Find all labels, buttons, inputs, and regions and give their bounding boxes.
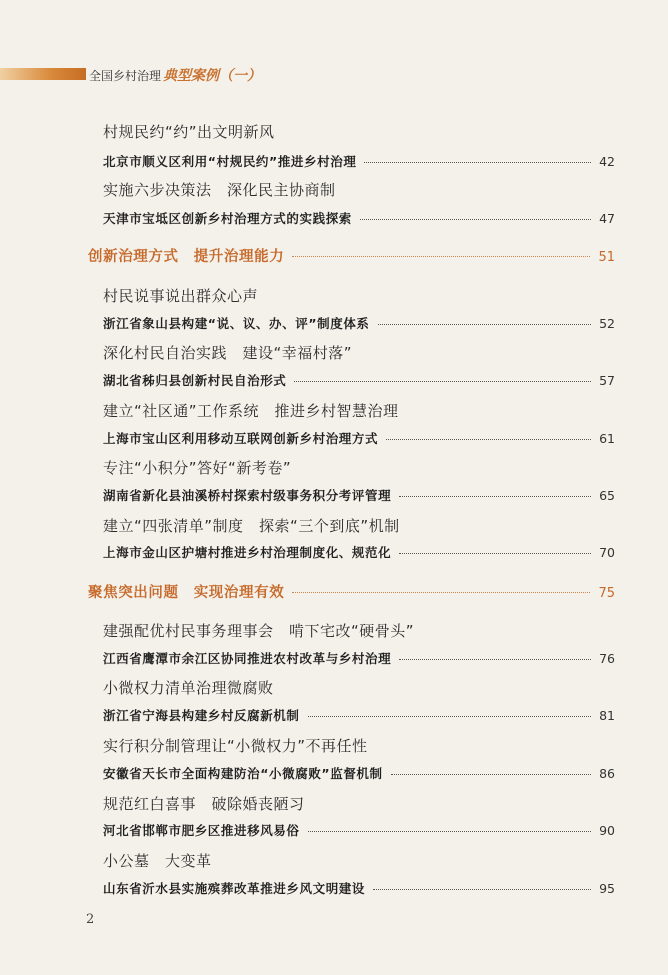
dot-leader [308, 831, 592, 832]
toc-article-title: 建强配优村民事务理事会 啃下宅改“硬骨头” [103, 622, 415, 640]
entry-page-number: 61 [599, 431, 615, 446]
entry-page-number: 57 [599, 373, 615, 388]
toc-article-title: 小微权力清单治理微腐败 [103, 679, 274, 697]
toc-article-title: 小公墓 大变革 [103, 852, 212, 870]
toc-article-title: 村民说事说出群众心声 [103, 287, 259, 305]
entry-subtitle: 湖北省秭归县创新村民自治形式 [103, 373, 287, 388]
entry-subtitle: 上海市金山区护塘村推进乡村治理制度化、规范化 [103, 545, 392, 560]
toc-entry [103, 543, 615, 561]
entry-subtitle: 天津市宝坻区创新乡村治理方式的实践探索 [103, 211, 352, 226]
toc-entry [103, 429, 615, 447]
toc-article-title: 建立“四张清单”制度 探索“三个到底”机制 [103, 517, 400, 535]
toc-article-title: 实行积分制管理让“小微权力”不再任性 [103, 737, 368, 755]
entry-page-number: 81 [599, 708, 615, 723]
dot-leader [373, 889, 591, 890]
entry-subtitle: 浙江省象山县构建“说、议、办、评”制度体系 [103, 316, 370, 331]
entry-subtitle: 安徽省天长市全面构建防治“小微腐败”监督机制 [103, 766, 383, 781]
running-header [89, 65, 261, 83]
section-title: 聚焦突出问题 实现治理有效 [88, 585, 285, 601]
toc-entry [103, 879, 615, 897]
header-book-subtitle: 典型案例（一） [163, 68, 262, 84]
entry-page-number: 75 [598, 586, 615, 601]
header-accent-bar [0, 68, 86, 80]
entry-subtitle: 浙江省宁海县构建乡村反腐新机制 [103, 708, 300, 723]
dot-leader [294, 381, 591, 382]
toc-entry [103, 314, 615, 332]
dot-leader [360, 219, 591, 220]
toc-entry [103, 152, 615, 170]
section-title: 创新治理方式 提升治理能力 [88, 249, 285, 265]
entry-page-number: 52 [599, 316, 615, 331]
dot-leader [399, 659, 591, 660]
entry-page-number: 70 [599, 545, 615, 560]
entry-subtitle: 江西省鹰潭市余江区协同推进农村改革与乡村治理 [103, 651, 392, 666]
entry-page-number: 42 [599, 154, 615, 169]
entry-page-number: 90 [599, 823, 615, 838]
entry-subtitle: 上海市宝山区利用移动互联网创新乡村治理方式 [103, 431, 379, 446]
entry-subtitle: 北京市顺义区利用“村规民约”推进乡村治理 [103, 154, 357, 169]
toc-article-title: 建立“社区通”工作系统 推进乡村智慧治理 [103, 402, 399, 420]
dot-leader [308, 716, 592, 717]
toc-entry [103, 706, 615, 724]
dot-leader [399, 496, 591, 497]
toc-section-heading [88, 245, 615, 266]
entry-subtitle: 河北省邯郸市肥乡区推进移风易俗 [103, 823, 300, 838]
toc-article-title: 规范红白喜事 破除婚丧陋习 [103, 795, 305, 813]
entry-page-number: 86 [599, 766, 615, 781]
dot-leader [364, 162, 591, 163]
toc-entry [103, 371, 615, 389]
entry-page-number: 51 [598, 250, 615, 265]
toc-section-heading [88, 581, 615, 602]
toc-article-title: 实施六步决策法 深化民主协商制 [103, 181, 336, 199]
toc-article-title: 深化村民自治实践 建设“幸福村落” [103, 344, 353, 362]
header-book-title: 全国乡村治理 [89, 69, 162, 83]
dot-leader [292, 256, 590, 257]
entry-page-number: 65 [599, 488, 615, 503]
entry-subtitle: 山东省沂水县实施殡葬改革推进乡风文明建设 [103, 881, 366, 896]
dot-leader [391, 774, 591, 775]
toc-entry [103, 764, 615, 782]
toc-article-title: 村规民约“约”出文明新风 [103, 123, 275, 141]
dot-leader [292, 592, 590, 593]
toc-entry [103, 821, 615, 839]
entry-page-number: 76 [599, 651, 615, 666]
toc-entry [103, 649, 615, 667]
dot-leader [399, 553, 591, 554]
entry-subtitle: 湖南省新化县油溪桥村探索村级事务积分考评管理 [103, 488, 392, 503]
page-number: 2 [86, 912, 95, 927]
entry-page-number: 95 [599, 881, 615, 896]
entry-page-number: 47 [599, 211, 615, 226]
dot-leader [386, 439, 591, 440]
toc-entry [103, 486, 615, 504]
toc-article-title: 专注“小积分”答好“新考卷” [103, 459, 292, 477]
toc-entry [103, 209, 615, 227]
dot-leader [378, 324, 592, 325]
